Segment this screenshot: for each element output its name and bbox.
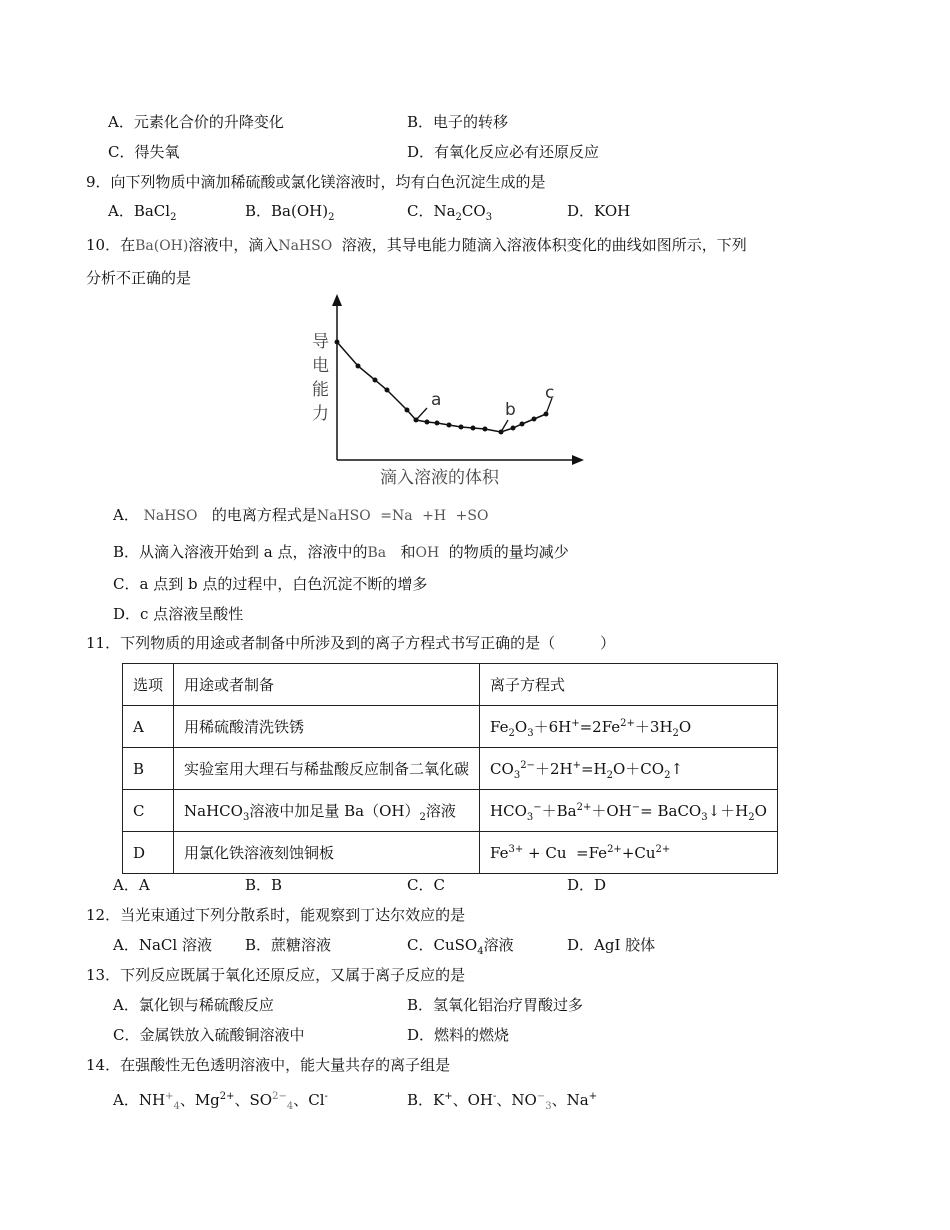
y-axis-label-char-3: 能 (312, 380, 329, 400)
conductivity-chart (300, 290, 600, 490)
table-cell-equation: $CO_3^{2-}+2H^+=H_2O+CO_2↑$ (480, 748, 778, 790)
x-axis-label: 滴入溶液的体积 (380, 468, 499, 488)
table-cell-option: B (123, 748, 174, 790)
table-cell-equation: $HCO_3^-+Ba^{2+}+OH^-=$ $BaCO_3↓+H_2O$ (480, 790, 778, 832)
q10-option-a: A． NaHSO 的电离方程式是NaHSO =Na +H +SO (113, 506, 489, 524)
curve-point (373, 378, 378, 383)
q11-table (122, 663, 778, 874)
curve-point (483, 427, 488, 432)
q9-option-d: D．KOH (567, 202, 631, 220)
table-cell-equation: $Fe^{3+} + Cu =Fe^{2+}+Cu^{2+}$ (480, 832, 778, 874)
table-cell-use: 用稀硫酸清洗铁锈 (174, 706, 480, 748)
q8-option-a: A．元素化合价的升降变化 (108, 113, 284, 131)
table-header-cell: 离子方程式 (480, 664, 778, 706)
q14-option-b: B．K+、OH-、$NO^-_3$、Na+ (407, 1091, 598, 1112)
curve-point (520, 422, 525, 427)
curve-data-points (335, 340, 549, 435)
table-header-cell: 选项 (123, 664, 174, 706)
q9-stem: 9．向下列物质中滴加稀硫酸或氯化镁溶液时，均有白色沉淀生成的是 (86, 173, 546, 191)
q8-option-b: B．电子的转移 (407, 113, 509, 131)
table-row (123, 790, 778, 832)
table-cell-use: NaHCO$_3$溶液中加足量 $Ba(OH)_2$溶液 (174, 790, 480, 832)
q13-option-d: D．燃料的燃烧 (407, 1026, 510, 1044)
q12-stem: 12．当光束通过下列分散系时，能观察到丁达尔效应的是 (86, 906, 466, 924)
curve-point (471, 426, 476, 431)
q13-stem: 13．下列反应既属于氧化还原反应，又属于离子反应的是 (86, 966, 466, 984)
point-a-label: a (431, 390, 442, 410)
q13-option-c: C．金属铁放入硫酸铜溶液中 (113, 1026, 305, 1044)
q14-stem: 14．在强酸性无色透明溶液中，能大量共存的离子组是 (86, 1056, 451, 1074)
q11-option-b: B．B (245, 876, 283, 894)
q13-option-a: A．氯化钡与稀硫酸反应 (113, 996, 274, 1014)
q10-option-b: B．从滴入溶液开始到 a 点，溶液中的Ba 和OH 的物质的量均减少 (113, 543, 569, 561)
curve-point (405, 408, 410, 413)
q13-option-b: B．氢氧化铝治疗胃酸过多 (407, 996, 584, 1014)
y-axis-label-char-1: 导 (312, 332, 329, 352)
table-row (123, 832, 778, 874)
table-cell-option: A (123, 706, 174, 748)
q8-option-d: D．有氧化反应必有还原反应 (407, 143, 600, 161)
q10-stem-line1: 10．在Ba(OH)溶液中，滴入NaHSO 溶液，其导电能力随滴入溶液体积变化的曲线如图所示，下列 (86, 236, 747, 254)
curve-point (447, 423, 452, 428)
q12-option-c: C．CuSO$_4$溶液 (407, 936, 514, 957)
q10-stem-line2: 分析不正确的是 (86, 269, 192, 287)
curve-point (459, 425, 464, 430)
table-row (123, 748, 778, 790)
q8-option-c: C．得失氧 (108, 143, 180, 161)
curve-point (532, 417, 537, 422)
q11-option-d: D．D (567, 876, 607, 894)
q12-option-d: D．AgI 胶体 (567, 936, 656, 954)
curve-point (335, 340, 340, 345)
table-cell-use: 用氯化铁溶液刻蚀铜板 (174, 832, 480, 874)
curve-point (511, 426, 516, 431)
q9-option-c: C．$Na_2CO_3$ (407, 202, 493, 223)
q14-option-a: A．$NH^+_4$、$Mg^{2+}$、$SO^{2-}_4$、Cl- (113, 1091, 328, 1112)
curve-point (435, 421, 440, 426)
y-axis-label-char-4: 力 (312, 404, 329, 424)
table-header-cell: 用途或者制备 (174, 664, 480, 706)
q9-option-a: A．BaCl$_2$ (108, 202, 177, 223)
point-b-label: b (505, 400, 516, 420)
table-cell-equation: $Fe_2O_3+6H^+=2Fe^{2+}+3H_2O$ (480, 706, 778, 748)
table-row (123, 706, 778, 748)
table-cell-option: D (123, 832, 174, 874)
q11-stem: 11．下列物质的用途或者制备中所涉及到的离子方程式书写正确的是（ ） (86, 634, 616, 652)
point-c-label: c (545, 383, 555, 403)
q9-option-b: B．$Ba(OH)_2$ (245, 202, 335, 223)
q11-option-c: C．C (407, 876, 445, 894)
table-header-row (123, 664, 778, 706)
table-cell-use: 实验室用大理石与稀盐酸反应制备二氧化碳 (174, 748, 480, 790)
curve-point (356, 364, 361, 369)
q10-option-d: D．c 点溶液呈酸性 (113, 605, 244, 623)
q12-option-b: B．蔗糖溶液 (245, 936, 332, 954)
x-axis-arrow (572, 455, 584, 465)
q10-option-c: C．a 点到 b 点的过程中，白色沉淀不断的增多 (113, 575, 428, 593)
curve-point (544, 412, 549, 417)
q11-option-a: A．A (113, 876, 150, 894)
q12-option-a: A．NaCl 溶液 (113, 936, 212, 954)
y-axis-label-char-2: 电 (312, 356, 329, 376)
table-cell-option: C (123, 790, 174, 832)
curve-point (385, 388, 390, 393)
curve-point (425, 420, 430, 425)
y-axis-arrow (332, 294, 342, 306)
point-a-leader (416, 408, 427, 420)
